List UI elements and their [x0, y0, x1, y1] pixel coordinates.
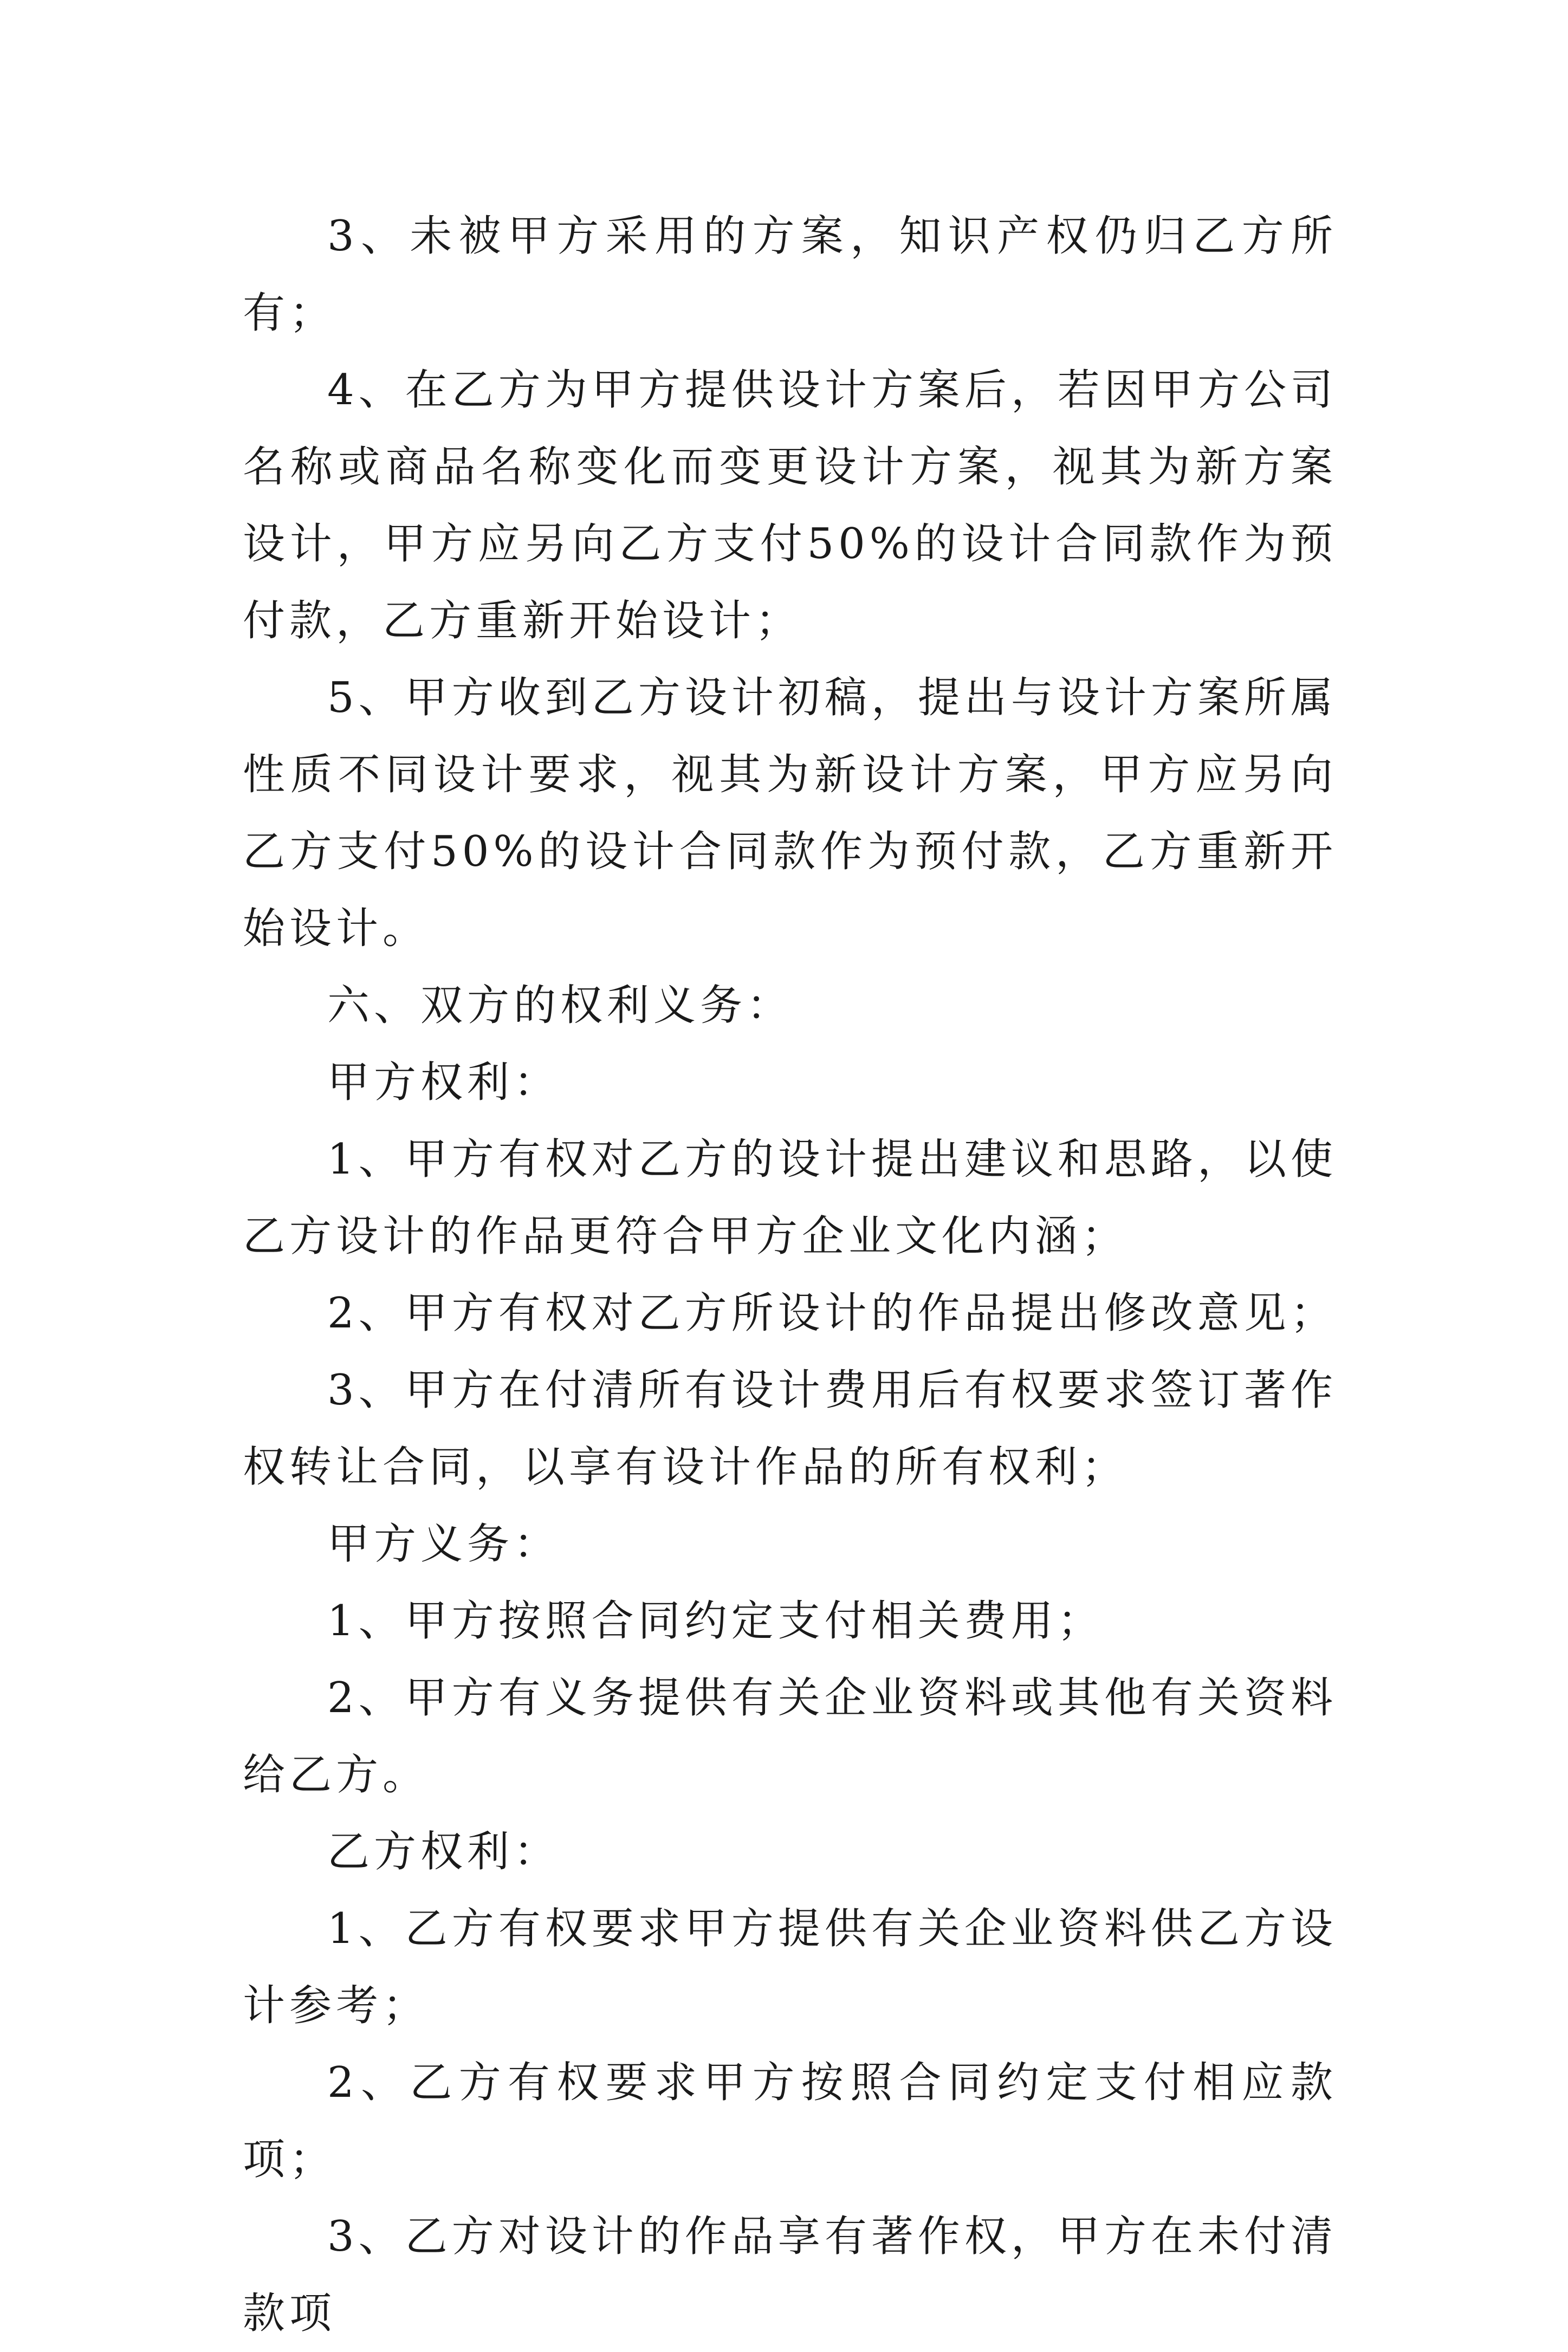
- subheading-party-a-obligations: 甲方义务：: [327, 1520, 561, 1569]
- party-a-obligation-2: 2、甲方有义务提供有关企业资料或其他有关资料给乙方。: [243, 1674, 1337, 1799]
- subheading-party-a-rights: 甲方权利：: [327, 1058, 561, 1107]
- paragraph-unadopted-plan-ip: 3、未被甲方采用的方案，知识产权仍归乙方所有；: [243, 212, 1337, 338]
- party-a-right-3: 3、甲方在付清所有设计费用后有权要求签订著作权转让合同，以享有设计作品的所有权利；: [243, 1366, 1337, 1492]
- party-a-right-1: 1、甲方有权对乙方的设计提出建议和思路，以使乙方设计的作品更符合甲方企业文化内涵；: [243, 1135, 1337, 1261]
- party-b-right-3: 3、乙方对设计的作品享有著作权，甲方在未付清款项: [243, 2212, 1337, 2338]
- party-a-right-2: 2、甲方有权对乙方所设计的作品提出修改意见；: [327, 1289, 1337, 1338]
- section-heading-rights-obligations: 六、双方的权利义务：: [327, 981, 794, 1030]
- party-b-right-2: 2、乙方有权要求甲方按照合同约定支付相应款项；: [243, 2058, 1337, 2184]
- subheading-party-b-rights: 乙方权利：: [327, 1828, 561, 1876]
- paragraph-name-change-redesign: 4、在乙方为甲方提供设计方案后，若因甲方公司名称或商品名称变化而变更设计方案，视其为新方案设计，甲方应另向乙方支付50%的设计合同款作为预付款，乙方重新开始设计；: [243, 366, 1337, 645]
- party-b-right-1: 1、乙方有权要求甲方提供有关企业资料供乙方设计参考；: [243, 1904, 1337, 2030]
- party-a-obligation-1: 1、甲方按照合同约定支付相关费用；: [327, 1597, 1104, 1645]
- document-body: [243, 198, 1337, 2352]
- paragraph-different-requirements: 5、甲方收到乙方设计初稿，提出与设计方案所属性质不同设计要求，视其为新设计方案，甲方应另向乙方支付50%的设计合同款作为预付款，乙方重新开始设计。: [243, 673, 1337, 953]
